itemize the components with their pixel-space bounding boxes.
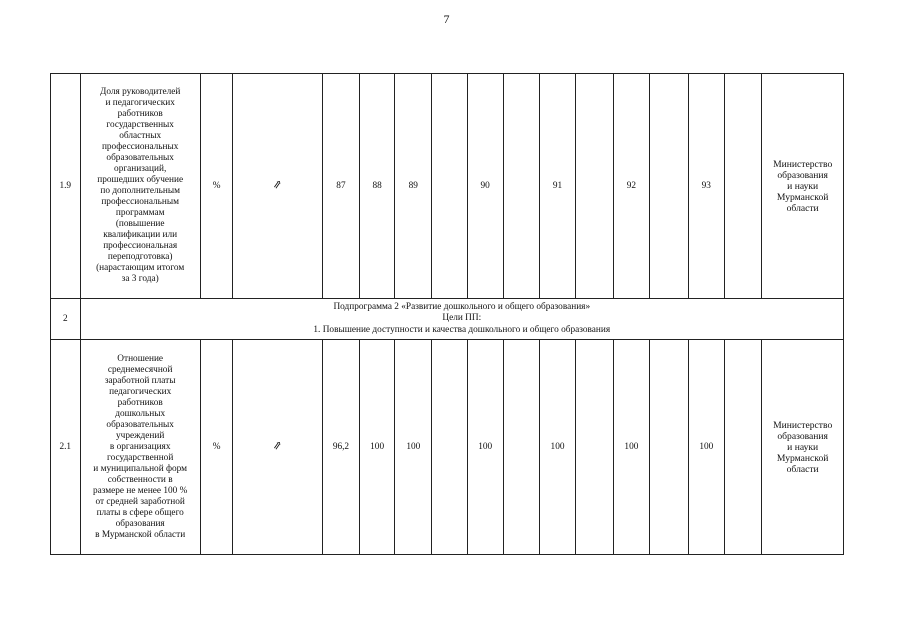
arrow-up-right-icon: ⇗	[272, 178, 284, 192]
value-cell: 96,2	[323, 340, 360, 555]
row-number: 1.9	[51, 74, 81, 299]
value-cell	[724, 340, 762, 555]
indicator-name: Доля руководителей и педагогических работников государственных областных профессиональных образовательных организаций, прошедших обучение по дополнительным профессиональным программам (повышение квалификации или профессиональная переподготовка) (нарастающим итогом за 3 года)	[80, 74, 200, 299]
subprogram-title: Подпрограмма 2 «Развитие дошкольного и общего образования»	[333, 302, 591, 313]
unit: %	[200, 74, 233, 299]
value-cell	[650, 340, 689, 555]
value-cell: 100	[467, 340, 503, 555]
value-cell	[575, 74, 613, 299]
direction-cell	[233, 74, 323, 299]
value-cell: 91	[540, 74, 576, 299]
value-cell: 89	[395, 74, 432, 299]
value-cell: 90	[467, 74, 503, 299]
value-cell	[724, 74, 762, 299]
section-row	[51, 299, 844, 340]
section-header	[80, 299, 843, 340]
value-cell: 100	[359, 340, 395, 555]
value-cell	[503, 340, 540, 555]
indicator-name: Отношение среднемесячной заработной платы педагогических работников дошкольных образовательных учреждений в организациях государственной и муниципальной форм собственности в размере не менее 100 % от средней заработной платы в сфере общего образования в Мурманской области	[80, 340, 200, 555]
page-number: 7	[443, 12, 450, 26]
row-number: 2.1	[51, 340, 81, 555]
value-cell: 100	[613, 340, 650, 555]
value-cell: 92	[613, 74, 650, 299]
value-cell	[432, 74, 468, 299]
unit: %	[200, 340, 233, 555]
direction-cell	[233, 340, 323, 555]
value-cell: 88	[359, 74, 395, 299]
responsible-executor: Министерство образования и науки Мурманской области	[762, 340, 844, 555]
arrow-up-right-icon: ⇗	[272, 439, 284, 453]
indicators-table	[50, 73, 844, 555]
goals-label: Цели ПП:	[442, 313, 482, 324]
goal-item: 1. Повышение доступности и качества дошкольного и общего образования	[313, 324, 611, 335]
table-row	[51, 340, 844, 555]
value-cell: 93	[688, 74, 724, 299]
responsible-executor: Министерство образования и науки Мурманской области	[762, 74, 844, 299]
value-cell: 87	[323, 74, 360, 299]
value-cell	[650, 74, 689, 299]
value-cell	[575, 340, 613, 555]
value-cell: 100	[688, 340, 724, 555]
section-number: 2	[51, 299, 81, 340]
value-cell	[432, 340, 468, 555]
table-row	[51, 74, 844, 299]
value-cell: 100	[395, 340, 432, 555]
value-cell: 100	[540, 340, 576, 555]
value-cell	[503, 74, 540, 299]
